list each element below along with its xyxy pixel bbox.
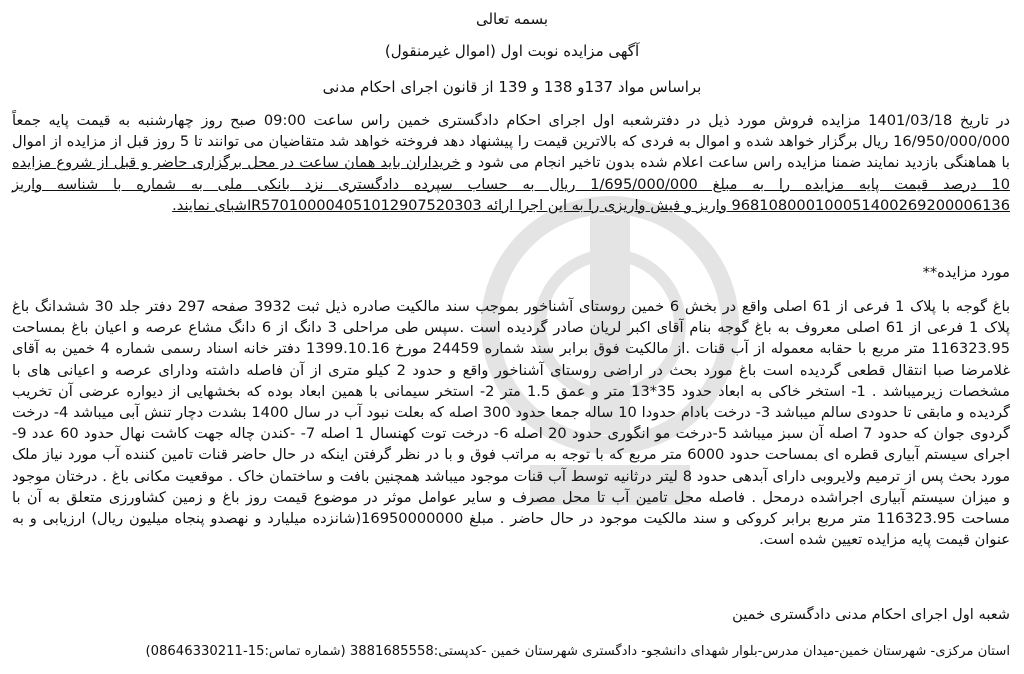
doc-heading-bismillah: بسمه تعالی (475, 10, 549, 28)
auction-terms-paragraph (12, 110, 1010, 216)
doc-heading-legal-basis: براساس مواد 137و 138 و 139 از قانون اجرای احکام مدنی (322, 78, 702, 96)
auction-subject-label: مورد مزایده** (922, 264, 1010, 281)
court-address: استان مرکزی- شهرستان خمین-میدان مدرس-بلوار شهدای دانشجو- دادگستری شهرستان خمین -کدپستی:3881685558 (شماره تماس:15-08646330211) (145, 644, 1010, 659)
issuing-branch-signature: شعبه اول اجرای احکام مدنی دادگستری خمین (732, 606, 1010, 623)
auction-terms-text: در تاریخ 1401/03/18 مزایده فروش مورد ذیل در دفترشعبه اول اجرای احکام دادگستری خمین راس ساعت 09:00 صبح روز چهارشنبه به قیمت پایه جمعاً 16/950/000/000 ریال برگزار خواهد شده و اموال به فردی که بالاترین قیمت را پیشنهاد دهد فروخته خواهد شد متقاضیان می توانند تا 5 روز قبل از مزایده از اموال با هماهنگی بازدید نمایند ضمنا مزایده راس ساعت اعلام شده بدون تاخیر انجام می شود و (12, 112, 1011, 172)
doc-heading-title: آگهی مزایده نوبت اول (اموال غیرمنقول) (384, 42, 640, 60)
bidder-deposit-instructions: خریداران باید همان ساعت در محل برگزاری حاضر و قبل از شروع مزایده 10 درصد قیمت پایه مزایده را به مبلغ 1/695/000/000 ریال به حساب سپرده دادگستری نزد بانکی ملی به شماره با شناسه واریز 968108000100051400269200006136 واریز و فیش واریزی را به این اجرا ارائه IR570100004051012907520303شبای نمایند. (12, 154, 1010, 214)
property-description-paragraph: باغ گوجه با پلاک 1 فرعی از 61 اصلی واقع در بخش 6 خمین روستای آشناخور بموجب سند مالکیت صادره ذیل ثبت 3932 صفحه 297 دفتر جلد 30 ششدانگ باغ پلاک 1 فرعی از 61 اصلی معروف به باغ گوجه بنام آقای اکبر لریان صادر گردیده است .سپس طی مراحلی 3 دانگ از 6 دانگ مشاع عرصه و اعیان باغ بمساحت 116323.95 متر مربع با حقابه معموله از آب قنات .از مالکیت فوق برابر سند شماره 24459 مورخ 1399.10.16 دفتر خانه اسناد رسمی شماره 4 خمین به آقای غلامرضا صبا انتقال قطعی گردیده است باغ مورد بحث در اراضی روستای آشناخور واقع و حدود 2 کیلو متری از آن فاصله داشته ودارای عرصه و اعیانی های با مشخصات زیرمیباشد . 1- استخر خاکی به ابعاد حدود 35*13 متر و عمق 1.5 متر 2- استخر سیمانی با همین ابعاد بوده که بخشهایی از دیواره عرضی آن تخریب گردیده و مابقی تا حدودی سالم میباشد 3- درخت بادام حدودا 10 ساله جمعا حدود 300 اصله که بعلت نبود آب در سال 1400 بشدت دچار تنش آبی میباشد 4- درخت گردوی جوان که حدود 7 اصله آن سبز میباشد 5-درخت مو انگوری حدود 20 اصله 6- درخت توت کهنسال 1 اصله 7- -کندن چاله جهت کاشت نهال حدود 60 عدد 9- اجرای سیستم آبیاری قطره ای بمساحت حدود 6000 متر مربع که با توجه به مراتب فوق و با در نظر گرفتن اینکه در حال حاضر قنات تامین کننده آب مورد نیاز ملک مورد بحث پس از ترمیم ولایروبی دارای آبدهی حدود 8 لیتر درثانیه توسط آب قنات موجود میباشد همچنین بافت و ساختمان خاک . موقعیت مکانی باغ . درختان موجود و میزان سیستم آبیاری اجراشده درمحل . فاصله محل تامین آب تا محل مصرف و سایر عوامل موثر در موضوع قیمت روز باغ و زمین کشاورزی متعلق به آن با مساحت 116323.95 متر مربع برابر کروکی و سند مالکیت موجود در حال حاضر . مبلغ 16950000000(شانزده میلیارد و نهصدو پنجاه میلیون ریال) ارزیابی و به عنوان قیمت پایه مزایده تعیین شده است. (12, 298, 1011, 549)
